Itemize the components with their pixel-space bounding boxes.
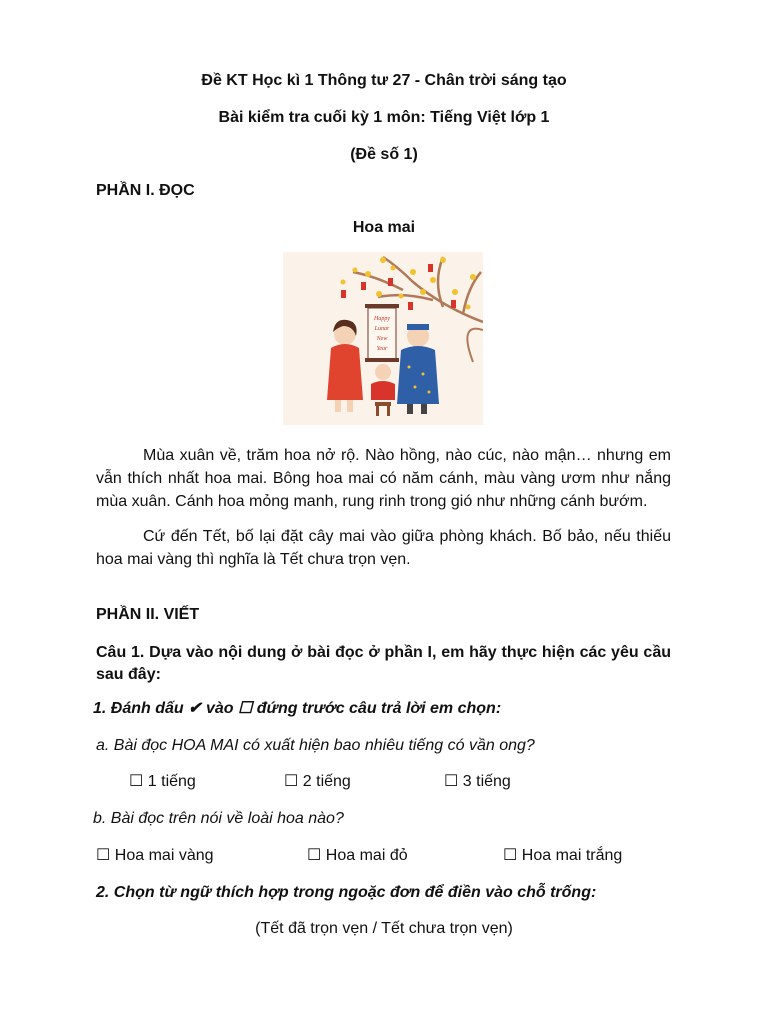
part1-heading: PHẦN I. ĐỌC (96, 182, 195, 199)
option-a-1[interactable]: ☐ 1 tiếng (129, 773, 196, 790)
document-title: Đề KT Học kì 1 Thông tư 27 - Chân trời sáng tạo (201, 72, 567, 89)
option-b-3[interactable]: ☐ Hoa mai trắng (503, 847, 623, 864)
passage-paragraph: Cứ đến Tết, bố lại đặt cây mai vào giữa phòng khách. Bố bảo, nếu thiếu hoa mai vàng thì nghĩa là Tết chưa trọn vẹn. (96, 528, 671, 568)
option-a-3[interactable]: ☐ 3 tiếng (444, 773, 511, 790)
option-b-1[interactable]: ☐ Hoa mai vàng (96, 847, 214, 864)
question-b: b. Bài đọc trên nói về loài hoa nào? (93, 810, 344, 827)
svg-text:Lunar: Lunar (374, 326, 390, 332)
svg-text:Happy: Happy (374, 316, 390, 322)
lunar-new-year-illustration (283, 252, 483, 425)
question-1: Câu 1. Dựa vào nội dung ở bài đọc ở phần I, em hãy thực hiện các yêu cầu sau đây: (96, 644, 671, 683)
question-a: a. Bài đọc HOA MAI có xuất hiện bao nhiêu tiếng có vần ong? (96, 737, 535, 754)
document-subtitle: Bài kiểm tra cuối kỳ 1 môn: Tiếng Việt lớp 1 (218, 109, 550, 126)
exam-number: (Đề số 1) (350, 146, 418, 163)
part2-heading: PHẦN II. VIẾT (96, 606, 200, 623)
svg-text:Year: Year (376, 346, 388, 352)
reading-title: Hoa mai (352, 219, 416, 236)
task-2-choices: (Tết đã trọn vẹn / Tết chưa trọn vẹn) (255, 920, 513, 937)
task-1-instruction: 1. Đánh dấu ✔ vào ☐ đứng trước câu trả lời em chọn: (93, 700, 502, 717)
option-a-2[interactable]: ☐ 2 tiếng (284, 773, 351, 790)
svg-text:New: New (376, 336, 388, 342)
passage-paragraph: Mùa xuân về, trăm hoa nở rộ. Nào hồng, nào cúc, nào mận… nhưng em vẫn thích nhất hoa mai. Bông hoa mai có năm cánh, màu vàng ươm như nắng mùa xuân. Cánh hoa mỏng manh, rung rinh trong gió như những cánh bướm. (96, 447, 671, 510)
task-2-instruction: 2. Chọn từ ngữ thích hợp trong ngoặc đơn để điền vào chỗ trống: (96, 884, 597, 901)
option-b-2[interactable]: ☐ Hoa mai đỏ (307, 847, 408, 864)
reading-passage (96, 444, 671, 571)
